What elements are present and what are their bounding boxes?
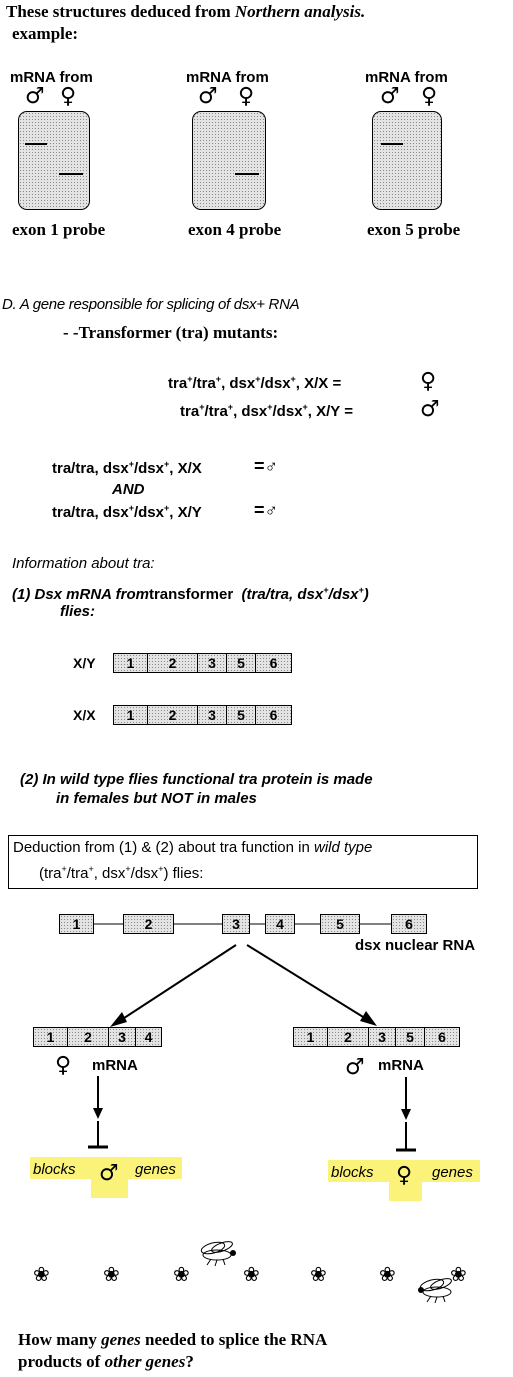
- genotype-row-2-sex: ♂: [420, 397, 440, 422]
- nuclear-exon-4: 4: [265, 914, 295, 934]
- nuclear-exon-6: 6: [391, 914, 427, 934]
- gel1-female-symbol: ♀: [60, 84, 77, 109]
- xy-label: X/Y: [73, 655, 96, 671]
- gel2-female-symbol: ♀: [238, 84, 255, 109]
- nuclear-exon-2: 2: [123, 914, 174, 934]
- and-label: AND: [112, 481, 145, 498]
- gel2-male-symbol: ♂: [198, 84, 218, 109]
- question-c: needed to splice the RNA: [140, 1330, 328, 1349]
- info-item-2-line1: (2) In wild type flies functional tra protein is made: [20, 771, 373, 788]
- header-emph: Northern analysis.: [234, 2, 366, 21]
- deduction-line1-a: Deduction from (1) & (2) about tra function in: [13, 839, 314, 856]
- info-item-1-a: (1) Dsx mRNA from: [12, 586, 149, 603]
- genotype-row-3-sex: =♂: [254, 456, 279, 476]
- info-item-1-flies: flies:: [60, 603, 96, 620]
- gel1-male-symbol: ♂: [25, 84, 45, 109]
- female-blocks-target-symbol: ♂: [99, 1161, 119, 1186]
- section-d-title: D. A gene responsible for splicing of dsx+ RNA: [2, 296, 300, 313]
- flower-icon: ❀: [103, 1262, 120, 1286]
- male-exon-6: 6: [424, 1027, 460, 1047]
- question-d: products of: [18, 1352, 105, 1371]
- male-exon-1: 1: [293, 1027, 328, 1047]
- question-b: genes: [101, 1330, 141, 1349]
- flower-icon: ❀: [243, 1262, 260, 1286]
- gel3-male-symbol: ♂: [380, 84, 400, 109]
- flower-icon: ❀: [379, 1262, 396, 1286]
- flower-icon: ❀: [310, 1262, 327, 1286]
- xy-exon-1: 1: [113, 653, 148, 673]
- genotype-row-4: tra/tra, dsx+/dsx+, X/Y: [52, 503, 202, 521]
- female-exon-4: 4: [135, 1027, 162, 1047]
- question-f: ?: [185, 1352, 194, 1371]
- female-mrna-symbol: ♀: [55, 1053, 72, 1078]
- male-exon-3: 3: [368, 1027, 396, 1047]
- gel2-probe: exon 4 probe: [188, 220, 282, 239]
- male-mrna-label: mRNA: [378, 1057, 424, 1074]
- section-d-subtitle: - -Transformer (tra) mutants:: [63, 323, 279, 342]
- male-exon-5: 5: [395, 1027, 425, 1047]
- gel3-probe: exon 5 probe: [367, 220, 461, 239]
- genotype-row-1-sex: ♀: [420, 369, 437, 394]
- fly-icon: [418, 1276, 453, 1303]
- genotype-row-2: tra+/tra+, dsx+/dsx+, X/Y =: [180, 402, 353, 420]
- xy-exon-3: 3: [197, 653, 227, 673]
- question-line2: [18, 1352, 194, 1372]
- header-example: example:: [12, 24, 79, 43]
- info-title: Information about tra:: [12, 555, 155, 572]
- flower-icon: ❀: [173, 1262, 190, 1286]
- genotype-row-4-sex: =♂: [254, 500, 279, 520]
- gel3-label: mRNA from: [365, 69, 448, 86]
- gel3-female-symbol: ♀: [421, 84, 438, 109]
- xy-exon-2: 2: [147, 653, 198, 673]
- question-e: other genes: [104, 1352, 186, 1371]
- nuclear-exon-3: 3: [222, 914, 250, 934]
- xx-exon-3: 3: [197, 705, 227, 725]
- xy-exon-6: 6: [255, 653, 292, 673]
- gel1-probe: exon 1 probe: [12, 220, 106, 239]
- male-blocks-text: blocks: [331, 1164, 374, 1181]
- flower-icon: ❀: [450, 1262, 467, 1286]
- male-blocks-target-symbol: ♀: [396, 1163, 413, 1188]
- nuclear-exon-5: 5: [320, 914, 360, 934]
- gel2-label: mRNA from: [186, 69, 269, 86]
- genotype-row-1: tra+/tra+, dsx+/dsx+, X/X =: [168, 374, 342, 392]
- nuclear-rna-label: dsx nuclear RNA: [355, 937, 476, 954]
- xx-label: X/X: [73, 707, 96, 723]
- xx-exon-6: 6: [255, 705, 292, 725]
- xx-exon-2: 2: [147, 705, 198, 725]
- info-item-2-line2: in females but NOT in males: [56, 790, 257, 807]
- female-blocks-text: blocks: [33, 1161, 76, 1178]
- question-a: How many: [18, 1330, 102, 1349]
- flower-icon: ❀: [33, 1262, 50, 1286]
- female-mrna-label: mRNA: [92, 1057, 138, 1074]
- male-genes-text: genes: [432, 1164, 473, 1181]
- header-text: These structures deduced from: [6, 2, 235, 21]
- gel1-label: mRNA from: [10, 69, 93, 86]
- info-item-1-c: (tra/tra, dsx+/dsx+): [241, 585, 369, 603]
- deduction-line2: (tra+/tra+, dsx+/dsx+) flies:: [39, 864, 204, 882]
- xy-exon-5: 5: [226, 653, 256, 673]
- female-exon-3: 3: [108, 1027, 136, 1047]
- deduction-line1-b: wild type: [313, 839, 373, 856]
- male-exon-2: 2: [327, 1027, 369, 1047]
- question-line1: [18, 1330, 327, 1350]
- male-mrna-symbol: ♂: [345, 1055, 365, 1080]
- xx-exon-1: 1: [113, 705, 148, 725]
- female-exon-1: 1: [33, 1027, 68, 1047]
- female-exon-2: 2: [67, 1027, 109, 1047]
- genotype-row-3: tra/tra, dsx+/dsx+, X/X: [52, 459, 202, 477]
- fly-icon: [200, 1239, 236, 1266]
- nuclear-exon-1: 1: [59, 914, 94, 934]
- info-item-1-b: transformer: [148, 586, 234, 603]
- female-genes-text: genes: [135, 1161, 176, 1178]
- xx-exon-5: 5: [226, 705, 256, 725]
